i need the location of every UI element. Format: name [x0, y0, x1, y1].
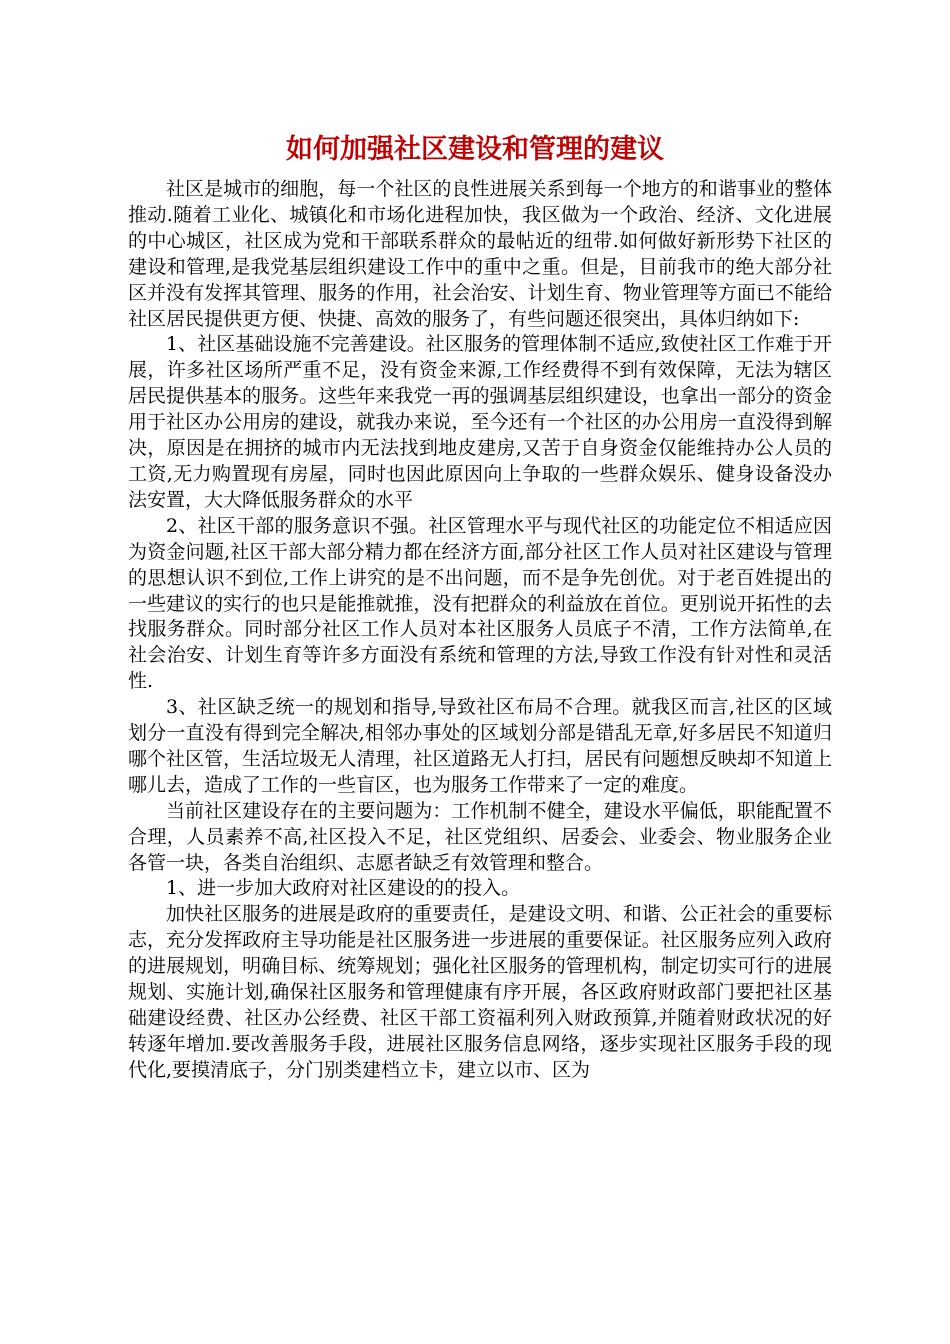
document-title: 如何加强社区建设和管理的建议: [286, 134, 664, 165]
paragraph-summary: 当前社区建设存在的主要问题为：工作机制不健全，建设水平偏低，职能配置不合理，人员素养不高,社区投入不足，社区党组织、居委会、业委会、物业服务企业各管一块，各类自治组织、志愿者缺乏有效管理和整合。: [128, 799, 832, 874]
paragraph-suggestion-1-heading: 1、进一步加大政府对社区建设的的投入。: [166, 877, 521, 900]
paragraph-suggestion-1-body: 加快社区服务的进展是政府的重要责任，是建设文明、和谐、公正社会的重要标志，充分发挥政府主导功能是社区服务进一步进展的重要保证。社区服务应列入政府的进展规划，明确目标、统筹规划；强化社区服务的管理机构，制定切实可行的进展规划、实施计划,确保社区服务和管理健康有序开展，各区政府财政部门要把社区基础建设经费、社区办公经费、社区干部工资福利列入财政预算,并随着财政状况的好转逐年增加.要改善服务手段，进展社区服务信息网络，逐步实现社区服务手段的现代化,要摸清底子，分门别类建档立卡，建立以市、区为: [128, 903, 832, 1081]
paragraph-issue-1: 1、社区基础设施不完善建设。社区服务的管理体制不适应,致使社区工作难于开展，许多社区场所严重不足，没有资金来源,工作经费得不到有效保障，无法为辖区居民提供基本的服务。这些年来我党一再的强调基层组织建设，也拿出一部分的资金用于社区办公用房的建设，就我办来说，至今还有一个社区的办公用房一直没得到解决，原因是在拥挤的城市内无法找到地皮建房,又苦于自身资金仅能维持办公人员的工资,无力购置现有房屋，同时也因此原因向上争取的一些群众娱乐、健身设备没办法安置，大大降低服务群众的水平: [128, 333, 832, 511]
paragraph-issue-3: 3、社区缺乏统一的规划和指导,导致社区布局不合理。就我区而言,社区的区域划分一直没有得到完全解决,相邻办事处的区域划分部是错乱无章,好多居民不知道归哪个社区管，生活垃圾无人清理，社区道路无人打扫，居民有问题想反映却不知道上哪儿去，造成了工作的一些盲区，也为服务工作带来了一定的难度。: [128, 696, 832, 796]
paragraph-issue-2: 2、社区干部的服务意识不强。社区管理水平与现代社区的功能定位不相适应因为资金问题,社区干部大部分精力都在经济方面,部分社区工作人员对社区建设与管理的思想认识不到位,工作上讲究的是不出问题，而不是争先创优。对于老百姓提出的一些建议的实行的也只是能推就推，没有把群众的利益放在首位。更别说开拓性的去找服务群众。同时部分社区工作人员对本社区服务人员底子不清，工作方法简单,在社会治安、计划生育等许多方面没有系统和管理的方法,导致工作没有针对性和灵活性.: [128, 514, 832, 693]
paragraph-intro: 社区是城市的细胞，每一个社区的良性进展关系到每一个地方的和谐事业的整体推动.随着工业化、城镇化和市场化进程加快，我区做为一个政治、经济、文化进展的中心城区，社区成为党和干部联系群众的最帖近的纽带.如何做好新形势下社区的建设和管理,是我党基层组织建设工作中的重中之重。但是，目前我市的绝大部分社区并没有发挥其管理、服务的作用，社会治安、计划生育、物业管理等方面已不能给社区居民提供更方便、快捷、高效的服务了，有些问题还很突出，具体归纳如下:: [128, 178, 832, 330]
document-body: [128, 177, 832, 1084]
